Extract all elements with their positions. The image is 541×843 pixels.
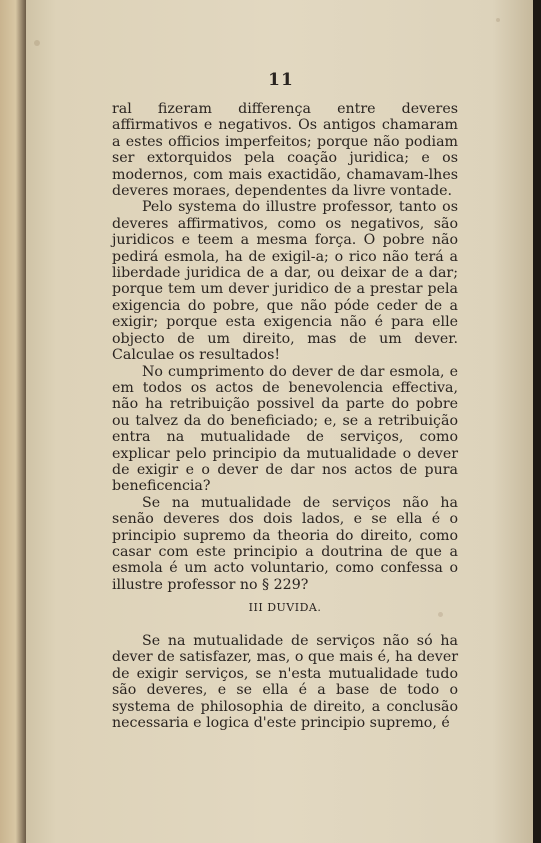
book-page xyxy=(26,0,533,843)
paragraph: Se na mutualidade de serviços não ha senão deveres dos dois lados, e se ella é o principio supremo da theoria do direito, como casar com este principio a doutrina de que a esmola é um acto voluntario, como confessa o illustre professor no § 229? xyxy=(112,494,458,593)
body-text xyxy=(112,101,458,593)
book-binding-edge xyxy=(0,0,26,843)
page-right-edge xyxy=(533,0,541,843)
body-text-continued xyxy=(112,633,458,731)
paragraph: No cumprimento do dever de dar esmola, e em todos os actos de benevolencia effectiva, não ha retribuição possivel da parte do pobre ou talvez da do beneficiado; e, se a retribuição entra na mutualidade de serviços, como explicar pelo principio da mutualidade o dever de exigir e o dever de dar nos actos de pura beneficencia? xyxy=(112,363,458,495)
paper-stain xyxy=(34,40,40,46)
paragraph: Se na mutualidade de serviços não só ha dever de satisfazer, mas, o que mais é, ha dever de exigir serviços, se n'esta mutualidade tudo são deveres, e se ella é a base de todo o systema de philosophia de direito, a conclusão necessaria e logica d'este principio supremo, é xyxy=(112,633,458,732)
page-number: 11 xyxy=(268,70,294,90)
paragraph: ral fizeram differença entre deveres affirmativos e negativos. Os antigos chamaram a estes officios imperfeitos; porque não podiam ser extorquidos pela coação juridica; e os modernos, com mais exactidão, chamavam-lhes deveres moraes, dependentes da livre vontade. xyxy=(112,101,458,200)
section-heading: III DUVIDA. xyxy=(248,601,322,614)
paper-stain xyxy=(496,18,500,22)
paragraph: Pelo systema do illustre professor, tanto os deveres affirmativos, como os negativos, são juridicos e teem a mesma força. O pobre não pedirá esmola, ha de exigil-a; o rico não terá a liberdade juridica de a dar, ou deixar de a dar; porque tem um dever juridico de a prestar pela exigencia do pobre, que não póde ceder de a exigir; porque esta exigencia não é para elle objecto de um direito, mas de um dever. Calculae os resultados! xyxy=(112,199,458,364)
